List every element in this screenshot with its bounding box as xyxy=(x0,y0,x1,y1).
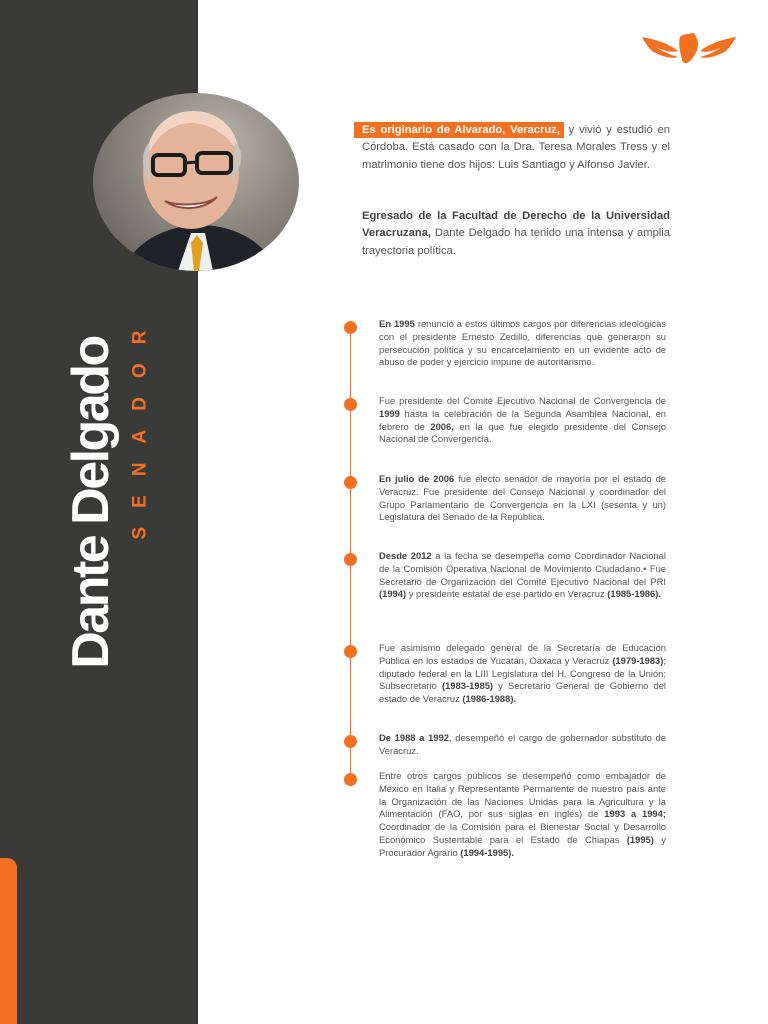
intro-p1-text: y vivió y estudió en Córdoba. Está casado con la Dra. Teresa Morales Tress y el matrimonio tiene dos hijos: Luis Santiago y Alfonso Javier. xyxy=(362,124,670,171)
entry-bold: De 1988 a 1992 xyxy=(379,732,449,743)
entry-text: Entre otros cargos públicos se desempeñó como embajador de México en Italia y Representante Permanente de nuestro país ante la Organización de las Naciones Unidas para la Agricultura y la Alimentación (FAO, por sus siglas en inglés) de xyxy=(379,770,666,820)
entry-bold: (1979-1983) xyxy=(612,654,664,666)
timeline-entry-1995 xyxy=(379,318,666,369)
entry-bold: Desde 2012 xyxy=(379,550,432,561)
name-block xyxy=(63,318,119,688)
entry-text: y presidente estatal de ese partido en Veracruz xyxy=(406,588,608,600)
entry-bold: 1993 a 1994; xyxy=(604,808,666,820)
entry-bold: (1995) xyxy=(626,833,654,845)
entry-text: ; diputado federal en la LIII Legislatura del H. Congreso de la Unión; Subsecretario xyxy=(379,654,666,692)
entry-bold: En julio de 2006 xyxy=(379,473,455,484)
role-block xyxy=(128,311,152,552)
entry-bold: 2006, xyxy=(430,420,454,432)
timeline-entry-sep xyxy=(379,642,666,706)
timeline-dot xyxy=(344,321,357,334)
entry-bold: (1994-1995). xyxy=(460,846,514,858)
entry-bold: (1986-1988). xyxy=(462,693,517,705)
intro-p2-text: Dante Delgado ha tenido una intensa y amplia trayectoria política. xyxy=(362,227,670,257)
entry-bold: (1983-1985) xyxy=(441,680,494,692)
entry-text: renunció a estos últimos cargos por diferencias ideológicas con el presidente Ernesto Zedillo, diferencias que generaron su persecución política y su encarcelamiento en un evidente acto de abuso de poder y ejercicio impune de autoritarismo. xyxy=(379,318,666,368)
intro-highlight: Es originario de Alvarado, Veracruz, xyxy=(354,122,564,138)
timeline-dot xyxy=(344,645,357,658)
timeline-dot xyxy=(344,398,357,411)
timeline-entry-1999 xyxy=(379,395,666,446)
entry-text: hasta la celebración de la Segunda Asamblea Nacional, en febrero de xyxy=(379,407,666,432)
portrait-illustration xyxy=(93,93,299,271)
accent-tab xyxy=(0,858,17,1024)
intro-paragraph-1 xyxy=(362,122,670,174)
timeline-entry-2006 xyxy=(379,473,666,524)
entry-bold: (1985-1986). xyxy=(607,588,661,600)
timeline-entry-1988 xyxy=(379,732,666,758)
timeline-entry-2012 xyxy=(379,550,666,601)
entry-text: Fue presidente del Comité Ejecutivo Nacional de Convergencia de xyxy=(379,395,666,406)
entry-bold: En 1995 xyxy=(379,318,415,329)
entry-text: en la que fue elegido presidente del Consejo Nacional de Convergencia. xyxy=(379,420,666,445)
entry-text: Fue asimismo delegado general de la Secretaría de Educación Pública en los estados de Yucatán, Oaxaca y Veracruz xyxy=(379,642,666,666)
person-name: Dante Delgado xyxy=(62,337,120,669)
timeline-dot xyxy=(344,735,357,748)
entry-text: , desempeñó el cargo de gobernador substituto de Veracruz. xyxy=(379,732,666,756)
timeline-dot xyxy=(344,476,357,489)
timeline-dot xyxy=(344,773,357,786)
person-role: SENADOR xyxy=(129,311,151,540)
entry-text: y Procurador Agrario xyxy=(379,833,666,858)
eagle-logo-icon xyxy=(642,29,736,65)
timeline-dot xyxy=(344,553,357,566)
portrait-photo xyxy=(93,93,299,271)
entry-bold: (1994) xyxy=(379,588,407,600)
intro-paragraph-2 xyxy=(362,208,670,260)
entry-text: y Secretario General de Gobierno del estado de Veracruz xyxy=(379,680,667,705)
entry-bold: 1999 xyxy=(379,407,400,419)
intro-p2-bold: Egresado de la Facultad de Derecho de la Universidad Veracruzana, xyxy=(362,210,670,240)
entry-text: a la fecha se desempeña como Coordinador Nacional de la Comisión Operativa Nacional de Movimiento Ciudadano.• Fue Secretario de Organización del Comité Ejecutivo Nacional del PRI xyxy=(379,550,666,587)
entry-text: Coordinador de la Comisión para el Bienestar Social y Desarrollo Económico Sustentable para el Estado de Chiapas xyxy=(379,821,666,845)
timeline-entry-embajador xyxy=(379,770,666,860)
entry-text: fue electo senador de mayoría por el estado de Veracruz. Fue presidente del Consejo Nacional y coordinador del Grupo Parlamentario de Convergencia en la LXI (sesenta y un) Legislatura del Senado de la República. xyxy=(379,473,666,523)
